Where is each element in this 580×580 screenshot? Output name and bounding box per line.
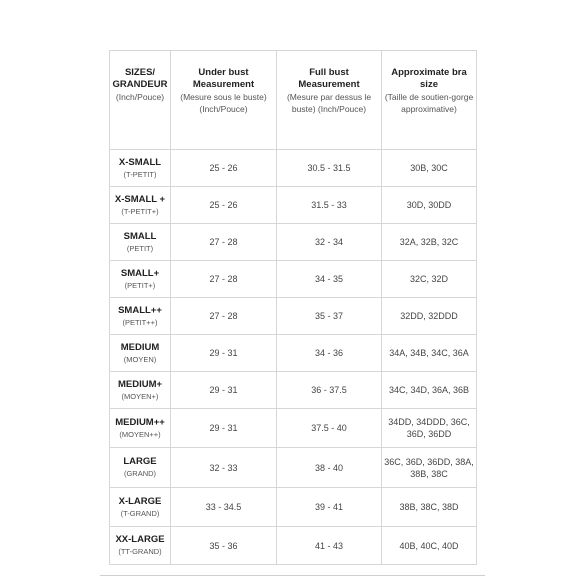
header-sizes bbox=[110, 51, 171, 150]
under-bust-cell: 29 - 31 bbox=[171, 335, 277, 372]
size-cell bbox=[110, 372, 171, 409]
table-row bbox=[110, 488, 477, 527]
size-name: XX-LARGE bbox=[115, 534, 165, 545]
size-name: SMALL bbox=[123, 230, 157, 242]
size-french: (MOYEN) bbox=[123, 354, 157, 364]
size-cell bbox=[110, 187, 171, 224]
table-row bbox=[110, 224, 477, 261]
header-sizes-title: SIZES/ GRANDEUR bbox=[112, 67, 168, 90]
full-bust-cell: 37.5 - 40 bbox=[277, 409, 382, 448]
size-name: SMALL++ bbox=[118, 304, 162, 316]
under-bust-cell: 32 - 33 bbox=[171, 448, 277, 488]
table-row bbox=[110, 261, 477, 298]
full-bust-cell: 32 - 34 bbox=[277, 224, 382, 261]
table-row bbox=[110, 409, 477, 448]
bra-size-cell: 30B, 30C bbox=[382, 150, 477, 187]
under-bust-cell: 27 - 28 bbox=[171, 224, 277, 261]
header-sizes-unit: (Inch/Pouce) bbox=[115, 92, 165, 102]
size-french: (PETIT++) bbox=[122, 317, 158, 327]
size-chart-table bbox=[109, 50, 477, 565]
full-bust-cell: 31.5 - 33 bbox=[277, 187, 382, 224]
header-under-bust bbox=[171, 51, 277, 150]
under-bust-cell: 27 - 28 bbox=[171, 261, 277, 298]
bra-size-cell: 30D, 30DD bbox=[382, 187, 477, 224]
size-cell bbox=[110, 527, 171, 565]
header-under-bust-sub: (Mesure sous le buste) (Inch/Pouce) bbox=[180, 92, 267, 114]
size-cell bbox=[110, 448, 171, 488]
bottom-divider bbox=[100, 575, 485, 576]
size-name: MEDIUM bbox=[120, 341, 160, 353]
size-french: (PETIT) bbox=[126, 243, 154, 253]
full-bust-cell: 30.5 - 31.5 bbox=[277, 150, 382, 187]
table-row bbox=[110, 150, 477, 187]
full-bust-cell: 36 - 37.5 bbox=[277, 372, 382, 409]
size-name: X-LARGE bbox=[118, 495, 162, 507]
header-full-bust-title: Full bust Measurement bbox=[298, 67, 360, 90]
size-cell bbox=[110, 224, 171, 261]
full-bust-cell: 38 - 40 bbox=[277, 448, 382, 488]
full-bust-cell: 39 - 41 bbox=[277, 488, 382, 527]
size-cell bbox=[110, 335, 171, 372]
table-row bbox=[110, 448, 477, 488]
bra-size-cell: 34DD, 34DDD, 36C, 36D, 36DD bbox=[382, 409, 477, 448]
table-row bbox=[110, 527, 477, 565]
bra-size-cell: 34A, 34B, 34C, 36A bbox=[382, 335, 477, 372]
table-row bbox=[110, 335, 477, 372]
size-name: SMALL+ bbox=[120, 267, 160, 279]
under-bust-cell: 29 - 31 bbox=[171, 409, 277, 448]
bra-size-cell: 38B, 38C, 38D bbox=[382, 488, 477, 527]
under-bust-cell: 25 - 26 bbox=[171, 187, 277, 224]
size-french: (GRAND) bbox=[123, 469, 157, 478]
bra-size-cell: 32C, 32D bbox=[382, 261, 477, 298]
size-french: (TT-GRAND) bbox=[118, 547, 162, 556]
bra-size-cell: 32A, 32B, 32C bbox=[382, 224, 477, 261]
header-bra-size-sub: (Taille de soutien-gorge approximative) bbox=[384, 92, 474, 114]
size-cell bbox=[110, 261, 171, 298]
header-bra-size bbox=[382, 51, 477, 150]
size-french: (T-PETIT) bbox=[123, 169, 157, 179]
under-bust-cell: 25 - 26 bbox=[171, 150, 277, 187]
header-row bbox=[110, 51, 477, 150]
header-under-bust-title: Under bust Measurement bbox=[192, 67, 255, 90]
table-row bbox=[110, 372, 477, 409]
table-row bbox=[110, 298, 477, 335]
table-row bbox=[110, 187, 477, 224]
full-bust-cell: 34 - 35 bbox=[277, 261, 382, 298]
size-name: X-SMALL bbox=[118, 156, 162, 168]
size-french: (MOYEN++) bbox=[119, 429, 161, 439]
size-cell bbox=[110, 150, 171, 187]
under-bust-cell: 33 - 34.5 bbox=[171, 488, 277, 527]
size-cell bbox=[110, 298, 171, 335]
header-bra-size-title: Approximate bra size bbox=[391, 67, 467, 90]
full-bust-cell: 34 - 36 bbox=[277, 335, 382, 372]
size-french: (T-GRAND) bbox=[120, 508, 160, 518]
under-bust-cell: 27 - 28 bbox=[171, 298, 277, 335]
size-cell bbox=[110, 488, 171, 527]
header-full-bust-sub: (Mesure par dessus le buste) (Inch/Pouce) bbox=[286, 92, 372, 114]
full-bust-cell: 35 - 37 bbox=[277, 298, 382, 335]
size-french: (MOYEN+) bbox=[121, 391, 159, 401]
header-full-bust bbox=[277, 51, 382, 150]
size-french: (PETIT+) bbox=[124, 280, 156, 290]
size-cell bbox=[110, 409, 171, 448]
under-bust-cell: 35 - 36 bbox=[171, 527, 277, 565]
bra-size-cell: 36C, 36D, 36DD, 38A, 38B, 38C bbox=[382, 448, 477, 488]
bra-size-cell: 34C, 34D, 36A, 36B bbox=[382, 372, 477, 409]
size-name: MEDIUM++ bbox=[115, 416, 165, 428]
size-name: MEDIUM+ bbox=[117, 378, 163, 390]
bra-size-cell: 40B, 40C, 40D bbox=[382, 527, 477, 565]
bra-size-cell: 32DD, 32DDD bbox=[382, 298, 477, 335]
size-french: (T-PETIT+) bbox=[121, 206, 159, 216]
full-bust-cell: 41 - 43 bbox=[277, 527, 382, 565]
size-name: LARGE bbox=[123, 456, 157, 467]
size-name: X-SMALL + bbox=[114, 193, 166, 205]
under-bust-cell: 29 - 31 bbox=[171, 372, 277, 409]
